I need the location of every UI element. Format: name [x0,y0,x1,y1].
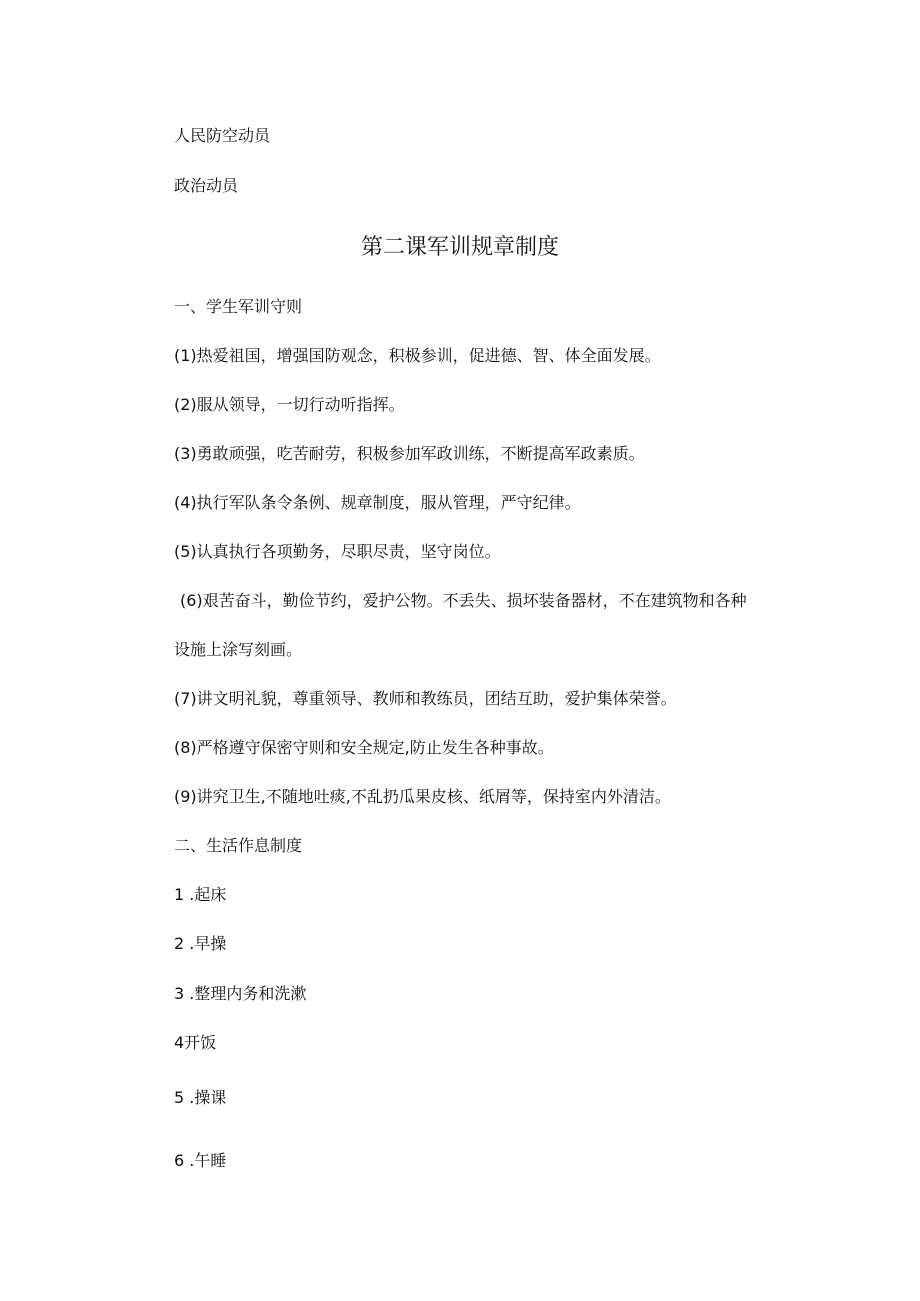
rule-item: (9)讲究卫生,不随地吐痰,不乱扔瓜果皮核、纸屑等，保持室内外清洁。 [174,787,671,806]
intro-line-civil-air-defense: 人民防空动员 [174,126,271,145]
schedule-item: 6 .午睡 [174,1151,227,1170]
rule-item: (1)热爱祖国，增强国防观念，积极参训，促进德、智、体全面发展。 [174,346,661,365]
lesson-title: 第二课军训规章制度 [360,235,559,260]
rule-item-continuation: 设施上涂写刻画。 [174,640,303,659]
rule-item: (8)严格遵守保密守则和安全规定,防止发生各种事故。 [174,738,554,757]
rule-item: (7)讲文明礼貌，尊重领导、教师和教练员，团结互助，爱护集体荣誉。 [174,689,677,708]
rule-item: (4)执行军队条令条例、规章制度，服从管理，严守纪律。 [174,493,581,512]
section-heading-training-rules: 一、学生军训守则 [174,297,303,316]
schedule-item: 4开饭 [174,1033,217,1052]
rule-item: (2)服从领导，一切行动听指挥。 [174,395,405,414]
section-heading-daily-schedule: 二、生活作息制度 [174,836,303,855]
rule-item: (5)认真执行各项勤务，尽职尽责，坚守岗位。 [174,542,501,561]
rule-item: (3)勇敢顽强，吃苦耐劳，积极参加军政训练，不断提高军政素质。 [174,444,645,463]
schedule-item: 5 .操课 [174,1088,227,1107]
intro-line-political-mobilization: 政治动员 [174,176,239,195]
schedule-item: 2 .早操 [174,934,227,953]
schedule-item: 1 .起床 [174,885,227,904]
schedule-item: 3 .整理内务和洗漱 [174,984,307,1003]
rule-item: (6)艰苦奋斗，勤俭节约，爱护公物。不丢失、损坏装备器材，不在建筑物和各种 [180,591,747,610]
